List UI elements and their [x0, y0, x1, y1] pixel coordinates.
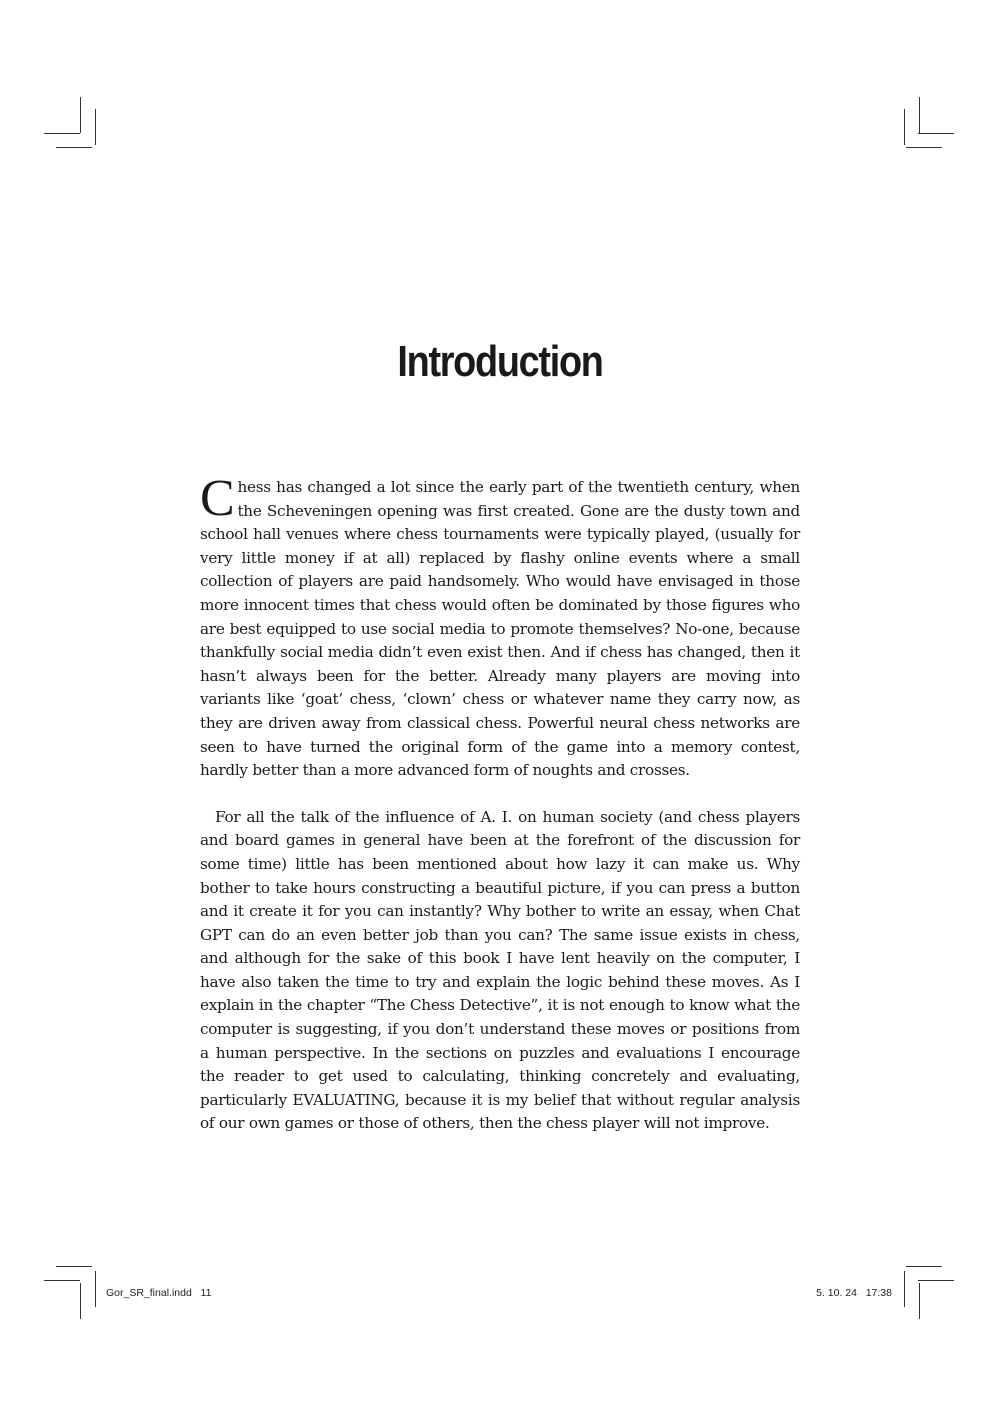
crop-mark	[56, 147, 92, 148]
body-text	[200, 470, 800, 1136]
crop-mark	[918, 1280, 954, 1281]
crop-mark	[919, 1283, 920, 1319]
crop-mark	[906, 147, 942, 148]
paragraph: For all the talk of the influence of A. I. on human society (and chess players and board games in general have been at the forefront of the discussion for some time) little has been mentioned about how lazy it can make us. Why bother to take hours constructing a beautiful picture, if you can press a button and it create it for you can instantly? Why bother to write an essay, when Chat GPT can do an even better job than you can? The same issue exists in chess, and although for the sake of this book I have lent heavily on the computer, I have also taken the time to try and explain the logic behind these moves. As I explain in the chapter “The Chess Detective”, it is not enough to know what the computer is suggesting, if you don’t understand these moves or positions from a human perspective. In the sections on puzzles and evaluations I encourage the reader to get used to calculating, thinking concretely and evaluating, particularly EVALUATING, because it is my belief that without regular analysis of our own games or those of others, then the chess player will not improve.	[200, 807, 800, 1133]
paragraph	[200, 470, 800, 783]
drop-cap: C	[200, 470, 235, 527]
crop-mark	[904, 109, 905, 145]
crop-mark	[80, 97, 81, 133]
slug-filename: Gor_SR_final.indd 11	[106, 1287, 212, 1299]
crop-mark	[906, 1266, 942, 1267]
page-title: Introduction	[397, 337, 603, 386]
crop-mark	[80, 1283, 81, 1319]
crop-mark	[918, 133, 954, 134]
slug-timestamp: 5. 10. 24 17:38	[816, 1287, 892, 1299]
crop-mark	[95, 1271, 96, 1307]
crop-mark	[44, 1280, 80, 1281]
crop-mark	[56, 1266, 92, 1267]
crop-mark	[904, 1271, 905, 1307]
crop-mark	[919, 97, 920, 133]
crop-mark	[95, 109, 96, 145]
crop-mark	[44, 133, 80, 134]
paragraph-text: hess has changed a lot since the early part of the twentieth century, when the Scheveningen opening was first created. Gone are the dusty town and school hall venues where chess tournaments were typically played, (usually for very little money if at all) replaced by flashy online events where a small collection of players are paid handsomely. Who would have envisaged in those more innocent times that chess would often be dominated by those figures who are best equipped to use social media to promote themselves? No-one, because thankfully social media didn’t even exist then. And if chess has changed, then it hasn’t always been for the better. Already many players are moving into variants like ‘goat’ chess, ‘clown’ chess or whatever name they carry now, as they are driven away from classical chess. Powerful neural chess networks are seen to have turned the original form of the game into a memory contest, hardly better than a more advanced form of noughts and crosses.	[200, 478, 800, 780]
